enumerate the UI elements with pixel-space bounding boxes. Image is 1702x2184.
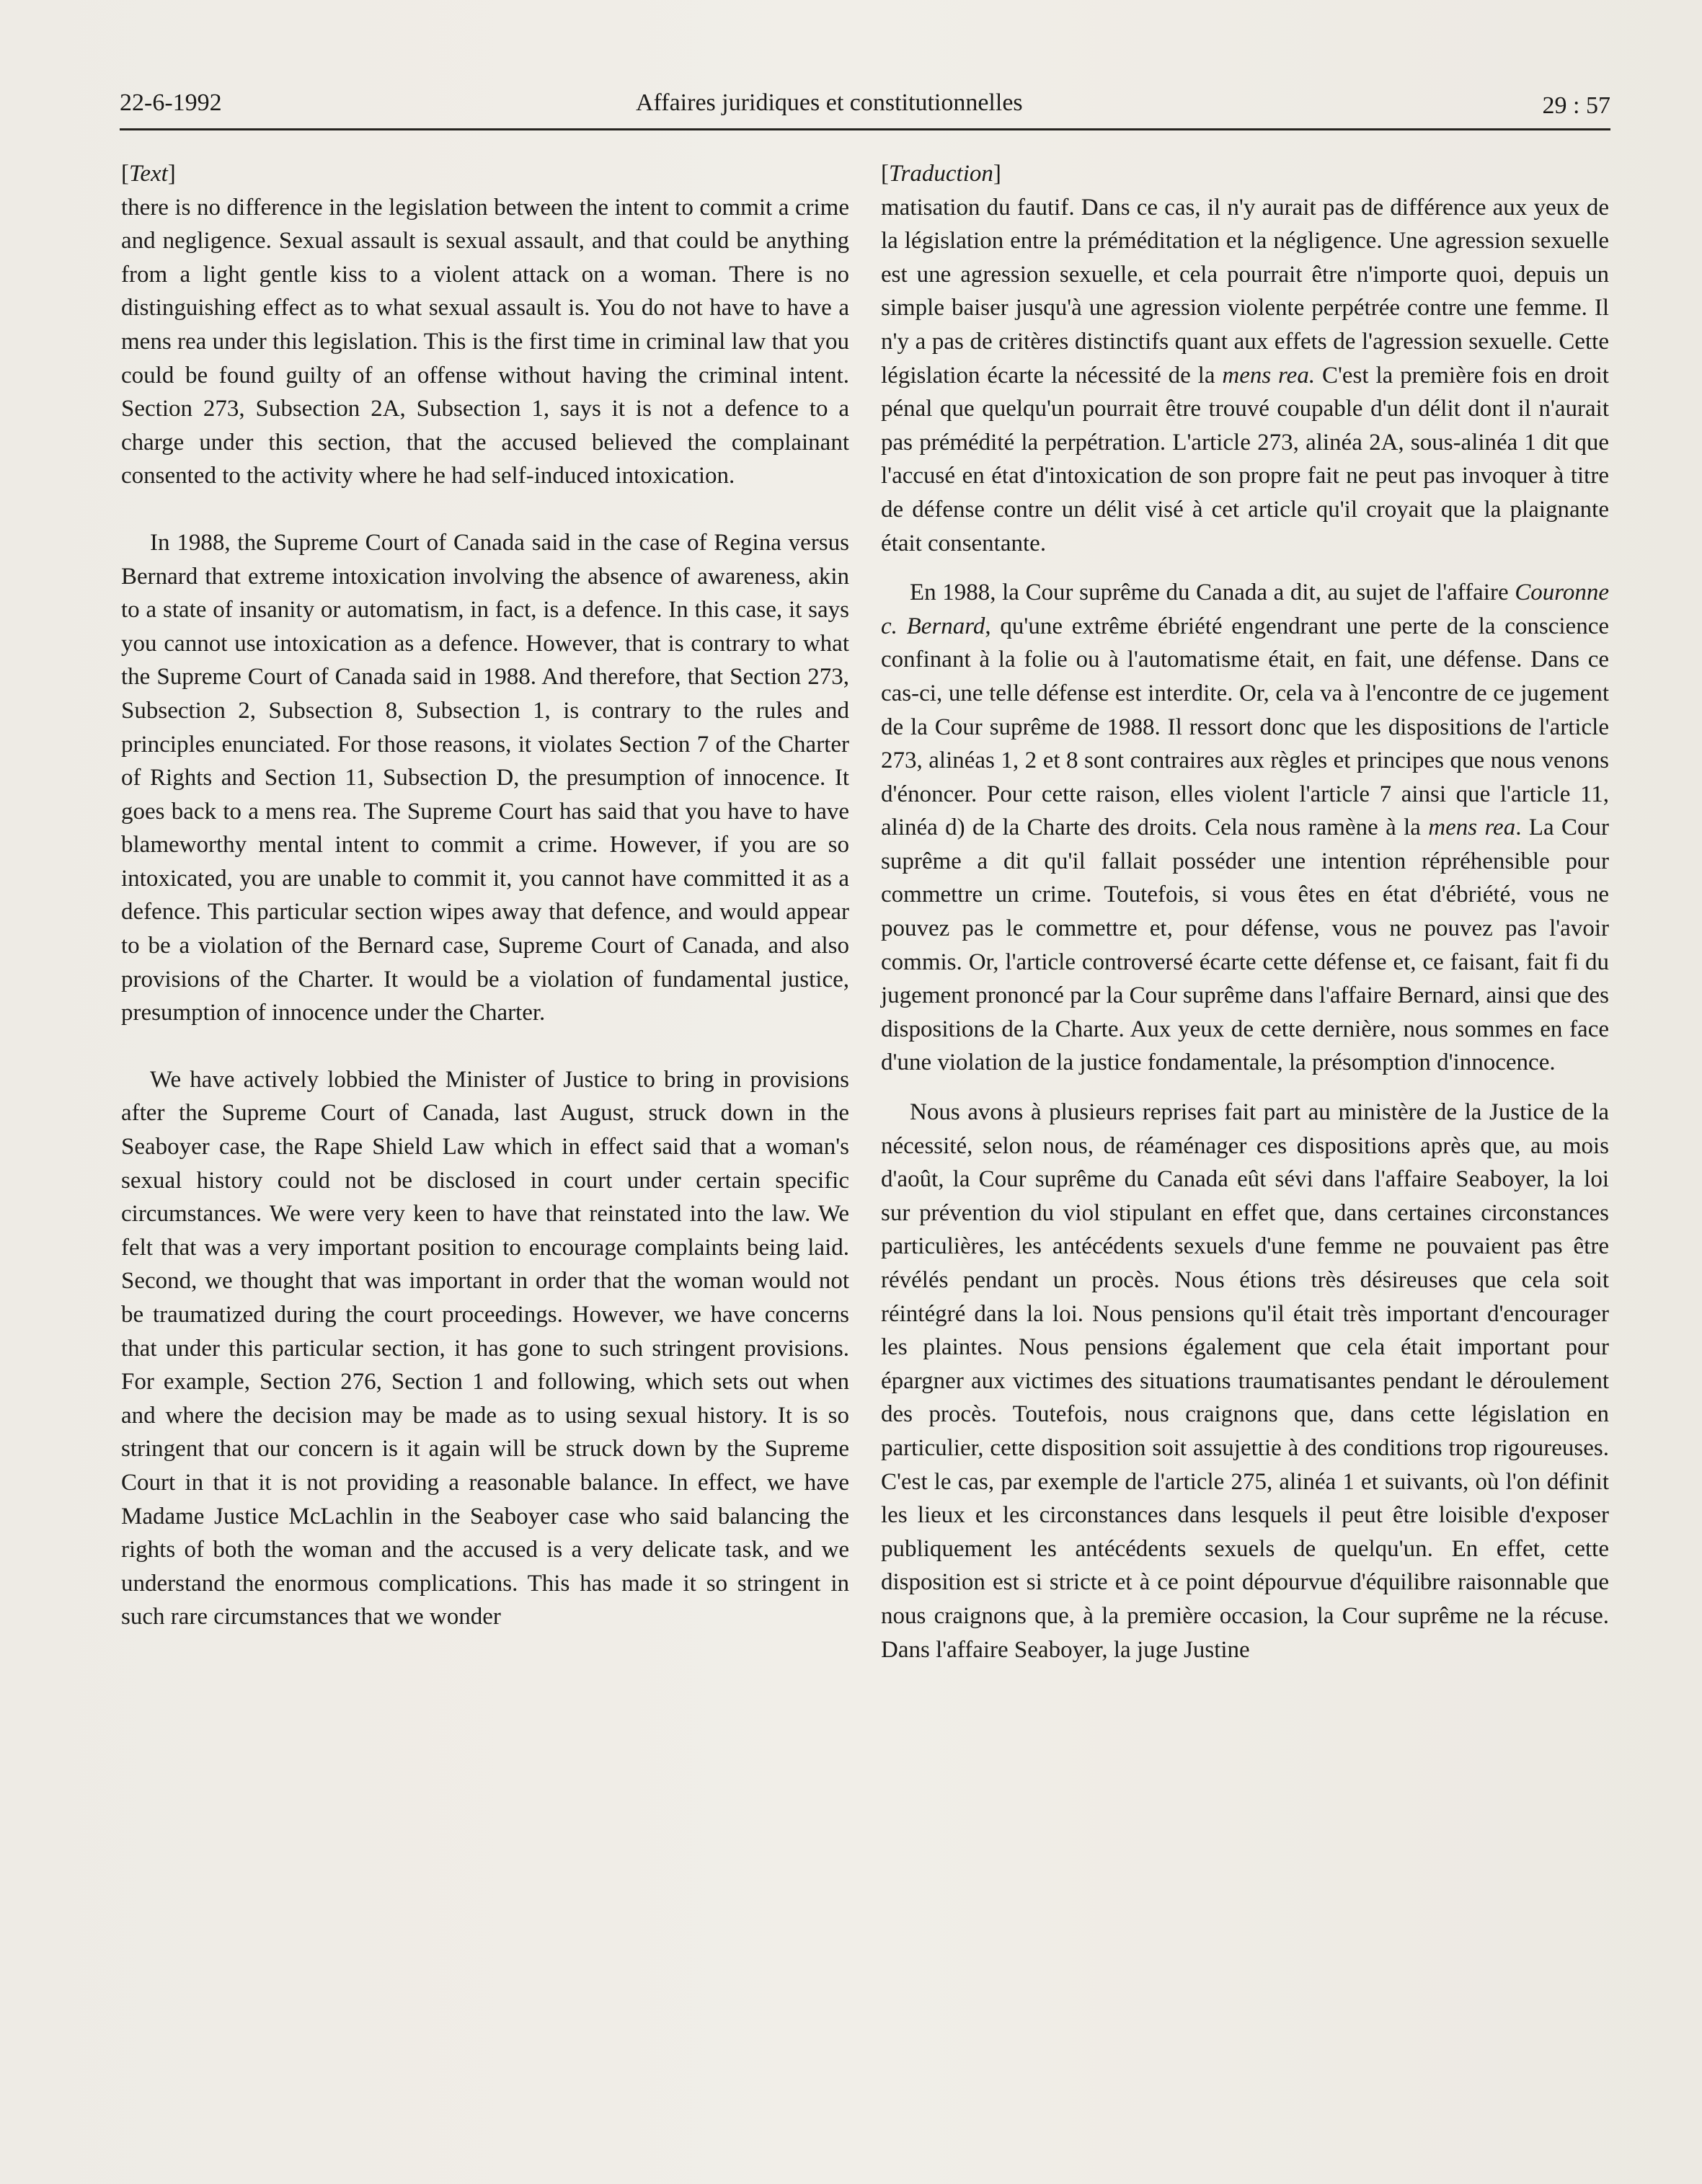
left-column-english [121, 157, 849, 1634]
paragraph: Nous avons à plusieurs reprises fait part au ministère de la Justice de la nécessité, selon nous, de réaménager ces dispositions après que, au mois d'août, la Cour suprême du Canada eût sévi dans l'affaire Seaboyer, la loi sur prévention du viol stipulant en effet que, dans certaines circonstances particulières, les antécédents sexuels d'une femme ne pouvaient pas être révélés pendant un procès. Nous étions très désireuses que cela soit réintégré dans la loi. Nous pensions qu'il était très important d'encourager les plaintes. Nous pensions également que cela était important pour épargner aux victimes des situations traumatisantes pendant le déroulement des procès. Toutefois, nous craignons que, dans cette législation en particulier, cette disposition soit assujettie à des conditions trop rigoureuses. C'est le cas, par exemple de l'article 275, alinéa 1 et suivants, où l'on définit les lieux et les circonstances dans lesquels il peut être loisible d'exposer publiquement les antécédents sexuels de quelqu'un. En effet, cette disposition est si stricte et à ce point dépourvue d'équilibre raisonnable que nous craignons que, à la première occasion, la Cour suprême ne la récuse. Dans l'affaire Seaboyer, la juge Justine [881, 1099, 1609, 1663]
header-title: Affaires juridiques et constitutionnelles [636, 89, 1023, 116]
section-tag-text: [Text] [121, 161, 176, 187]
paragraph: We have actively lobbied the Minister of Justice to bring in provisions after the Supreme Court of Canada, last August, struck down in the Seaboyer case, the Rape Shield Law which in effect said that a woman's sexual history could not be disclosed in court under certain specific circumstances. We were very keen to have that reinstated into the law. We felt that was a very important position to encourage complaints being laid. Second, we thought that was important in order that the woman would not be traumatized during the court proceedings. However, we have concerns that under this particular section, it has gone to such stringent provisions. For example, Section 276, Section 1 and following, which sets out when and where the decision may be made as to using sexual history. It is so stringent that our concern is it again will be struck down by the Supreme Court in that it is not providing a reasonable balance. In effect, we have Madame Justice McLachlin in the Seaboyer case who said balancing the rights of both the woman and the accused is a very delicate task, and we understand the enormous complications. This has made it so stringent in such rare circumstances that we wonder [121, 1066, 849, 1630]
page-header [120, 84, 1610, 130]
paragraph: In 1988, the Supreme Court of Canada said in the case of Regina versus Bernard that extreme intoxication involving the absence of awareness, akin to a state of insanity or automatism, in fact, is a defence. In this case, it says you cannot use intoxication as a defence. However, that is contrary to what the Supreme Court of Canada said in 1988. And therefore, that Section 273, Subsection 2, Subsection 8, Subsection 1, is contrary to the rules and principles enunciated. For those reasons, it violates Section 7 of the Charter of Rights and Section 11, Subsection D, the presumption of innocence. It goes back to a mens rea. The Supreme Court has said that you have to have blameworthy mental intent to commit a crime. However, if you are so intoxicated, you are unable to commit it, you cannot have committed it as a defence. This particular section wipes away that defence, and would appear to be a violation of the Bernard case, Supreme Court of Canada, and also provisions of the Charter. It would be a violation of fundamental justice, presumption of innocence under the Charter. [121, 529, 849, 1026]
paragraph: En 1988, la Cour suprême du Canada a dit, au sujet de l'affaire Couronne c. Bernard, qu'une extrême ébriété engendrant une perte de la conscience confinant à la folie ou à l'automatisme était, en fait, une défense. Dans ce cas-ci, une telle défense est interdite. Or, cela va à l'encontre de ce jugement de la Cour suprême de 1988. Il ressort donc que les dispositions de l'article 273, alinéas 1, 2 et 8 sont contraires aux règles et principes que nous venons d'énoncer. Pour cette raison, elles violent l'article 7 ainsi que l'article 11, alinéa d) de la Charte des droits. Cela nous ramène à la mens rea. La Cour suprême a dit qu'il fallait posséder une intention répréhensible pour commettre un crime. Toutefois, si vous êtes en état d'ébriété, vous ne pouvez pas le commettre et, pour défense, vous ne pouvez pas l'avoir commis. Or, l'article controversé écarte cette défense et, ce faisant, fait fi du jugement prononcé par la Cour suprême dans l'affaire Bernard, ainsi que des dispositions de la Charte. Aux yeux de cette dernière, nous sommes en face d'une violation de la justice fondamentale, la présomption d'innocence. [881, 580, 1609, 1076]
right-column-french [881, 157, 1609, 1666]
header-date: 22-6-1992 [120, 89, 222, 116]
paragraph: there is no difference in the legislation between the intent to commit a crime and negligence. Sexual assault is sexual assault, and that could be anything from a light gentle kiss to a violent attack on a woman. There is no distinguishing effect as to what sexual assault is. You do not have to have a mens rea under this legislation. This is the first time in criminal law that you could be found guilty of an offense without having the criminal intent. Section 273, Subsection 2A, Subsection 1, says it is not a defence to a charge under this section, that the accused believed the complainant consented to the activity where he had self-induced intoxication. [121, 194, 849, 489]
header-page-number: 29 : 57 [1542, 92, 1610, 119]
section-tag-traduction: [Traduction] [881, 161, 1001, 187]
paragraph: matisation du fautif. Dans ce cas, il n'y aurait pas de différence aux yeux de la législation entre la préméditation et la négligence. Une agression sexuelle est une agression sexuelle, et cela pourrait être n'importe quoi, depuis un simple baiser jusqu'à une agression violente perpétrée contre une femme. Il n'y a pas de critères distinctifs quant aux effets de l'agression sexuelle. Cette législation écarte la nécessité de la mens rea. C'est la première fois en droit pénal que quelqu'un pourrait être trouvé coupable d'un délit dont il n'aurait pas prémédité la perpétration. L'article 273, alinéa 2A, sous-alinéa 1 dit que l'accusé en état d'intoxication de son propre fait ne peut pas invoquer à titre de défense contre un délit visé à cet article qu'il croyait que la plaignante était consentante. [881, 194, 1609, 556]
